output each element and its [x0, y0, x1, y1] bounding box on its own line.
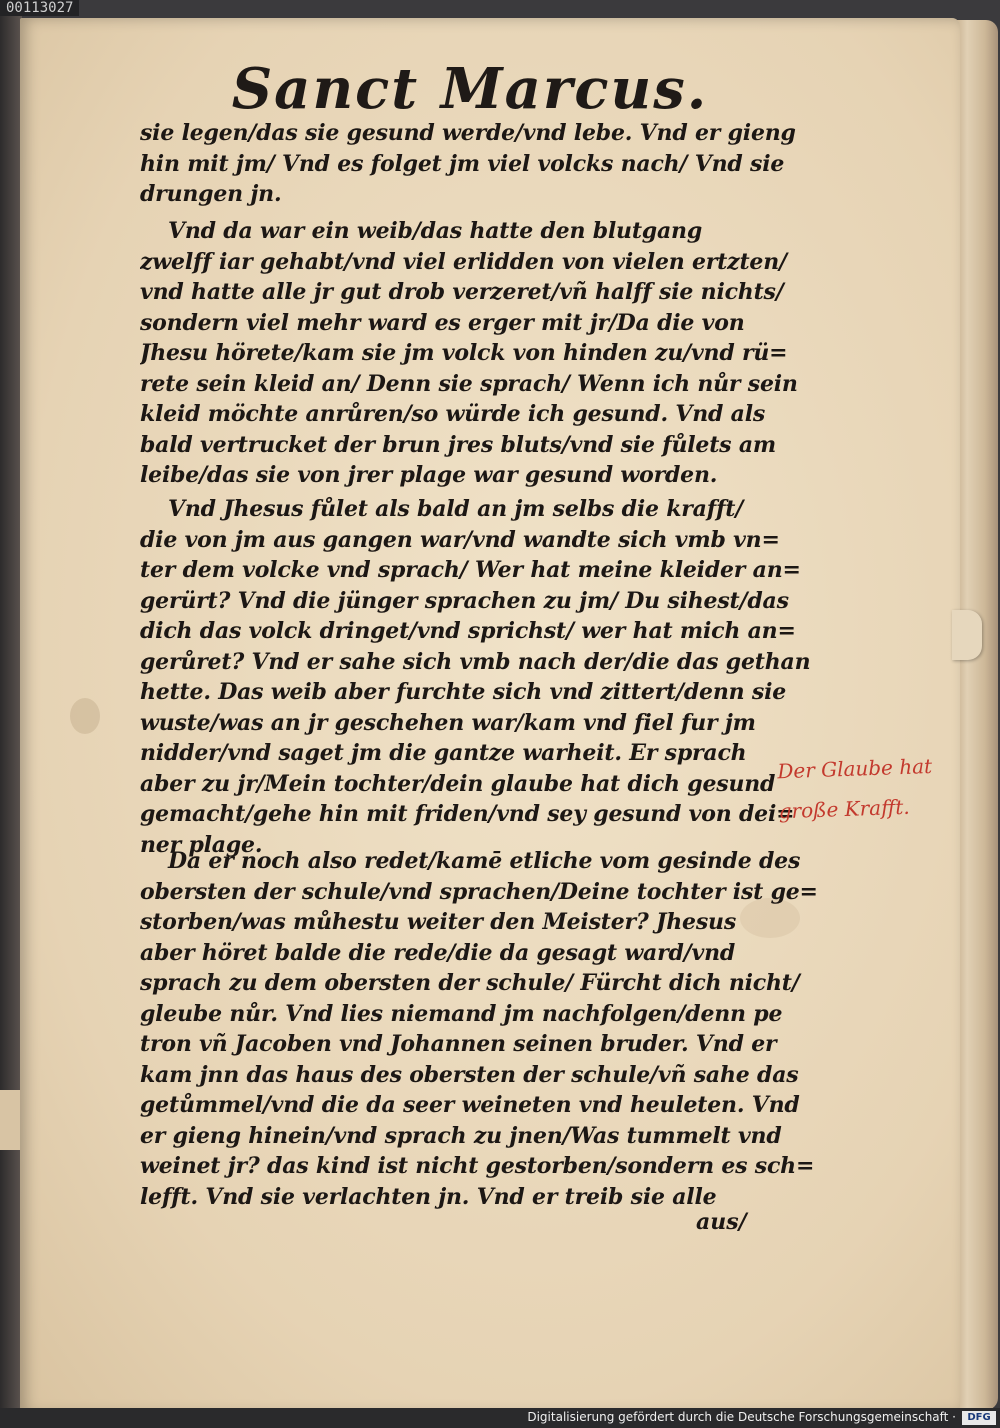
- text-line: gerůret? Vnd er sahe sich vmb nach der/die das gethan: [140, 648, 811, 675]
- text-line: sondern viel mehr ward es erger mit jr/Da die von: [140, 309, 745, 336]
- catchword: aus/: [696, 1209, 747, 1235]
- text-line: sprach zu dem obersten der schule/ Fürcht dich nicht/: [140, 970, 800, 996]
- text-line: vnd hatte alle jr gut drob verzeret/vñ halff sie nichts/: [140, 279, 784, 305]
- footer-bar: [0, 1408, 1000, 1428]
- text-line: lefft. Vnd sie verlachten jn. Vnd er treib sie alle: [140, 1183, 717, 1210]
- text-line: leibe/das sie von jrer plage war gesund worden.: [140, 462, 718, 488]
- page-heading: Sanct Marcus.: [231, 56, 709, 122]
- text-line: drungen jn.: [140, 181, 282, 207]
- text-line: obersten der schule/vnd sprachen/Deine tochter ist ge=: [140, 878, 818, 905]
- page-tab-marker: [952, 610, 982, 660]
- paragraph-3: [140, 494, 810, 860]
- text-line: zwelff iar gehabt/vnd viel erlidden von vielen ertzten/: [140, 248, 787, 275]
- text-line: rete sein kleid an/ Denn sie sprach/ Wenn ich nůr sein: [140, 370, 798, 397]
- book-gutter: [0, 0, 22, 1428]
- text-line: dich das volck dringet/vnd sprichst/ wer hat mich an=: [140, 618, 796, 644]
- margin-note-line: Der Glaube hat: [776, 753, 933, 784]
- text-line: getůmmel/vnd die da seer weineten vnd heuleten. Vnd: [140, 1092, 800, 1118]
- text-line: ner plage.: [140, 831, 263, 858]
- text-line: aber höret balde die rede/die da gesagt ward/vnd: [140, 939, 736, 966]
- text-line: hin mit jm/ Vnd es folget jm viel volcks nach/ Vnd sie: [140, 150, 785, 177]
- text-line: die von jm aus gangen war/vnd wandte sich vmb vn=: [140, 526, 780, 553]
- text-line: hette. Das weib aber furchte sich vnd zittert/denn sie: [140, 679, 787, 705]
- paragraph-4: [140, 846, 818, 1212]
- text-line: Vnd Jhesus fůlet als bald an jm selbs die krafft/: [168, 496, 744, 522]
- text-line: Vnd da war ein weib/das hatte den blutgang: [168, 218, 703, 244]
- text-line: Da er noch also redet/kamē etliche vom gesinde des: [168, 848, 801, 874]
- neighbor-page-scrap: [0, 1090, 20, 1150]
- text-line: sie legen/das sie gesund werde/vnd lebe. Vnd er gieng: [140, 120, 796, 146]
- text-line: aber zu jr/Mein tochter/dein glaube hat dich gesund: [140, 770, 776, 797]
- text-line: tron vñ Jacoben vnd Johannen seinen bruder. Vnd er: [140, 1031, 777, 1057]
- text-line: weinet jr? das kind ist nicht gestorben/sondern es sch=: [140, 1153, 815, 1179]
- scan-identifier: 00113027: [0, 0, 79, 16]
- text-line: kam jnn das haus des obersten der schule/vñ sahe das: [140, 1061, 799, 1088]
- paragraph-1: [140, 118, 796, 210]
- margin-note-line: große Krafft.: [778, 794, 911, 824]
- text-line: gemacht/gehe hin mit friden/vnd sey gesund von dei=: [140, 801, 795, 827]
- text-line: Jhesu hörete/kam sie jm volck von hinden zu/vnd rü=: [140, 340, 788, 366]
- funding-credit: Digitalisierung gefördert durch die Deutsche Forschungsgemeinschaft ·: [527, 1410, 956, 1424]
- text-line: gerürt? Vnd die jünger sprachen zu jm/ Du sihest/das: [140, 587, 789, 614]
- dfg-logo: DFG: [962, 1411, 996, 1425]
- text-line: storben/was můhestu weiter den Meister? Jhesus: [140, 909, 737, 935]
- paragraph-2: [140, 216, 798, 491]
- text-line: kleid möchte anrůren/so würde ich gesund. Vnd als: [140, 401, 766, 427]
- text-line: er gieng hinein/vnd sprach zu jnen/Was tummelt vnd: [140, 1122, 782, 1149]
- text-line: wuste/was an jr geschehen war/kam vnd fiel fur jm: [140, 709, 756, 736]
- text-line: gleube nůr. Vnd lies niemand jm nachfolgen/denn pe: [140, 1000, 783, 1027]
- handwritten-margin-note: [777, 745, 970, 832]
- text-line: bald vertrucket der brun jres bluts/vnd sie fůlets am: [140, 431, 776, 458]
- book-page: [20, 18, 960, 1414]
- paper-stain: [70, 698, 100, 734]
- text-line: ter dem volcke vnd sprach/ Wer hat meine kleider an=: [140, 557, 801, 583]
- text-line: nidder/vnd saget jm die gantze warheit. Er sprach: [140, 740, 747, 766]
- page-stack-edge: [954, 20, 998, 1410]
